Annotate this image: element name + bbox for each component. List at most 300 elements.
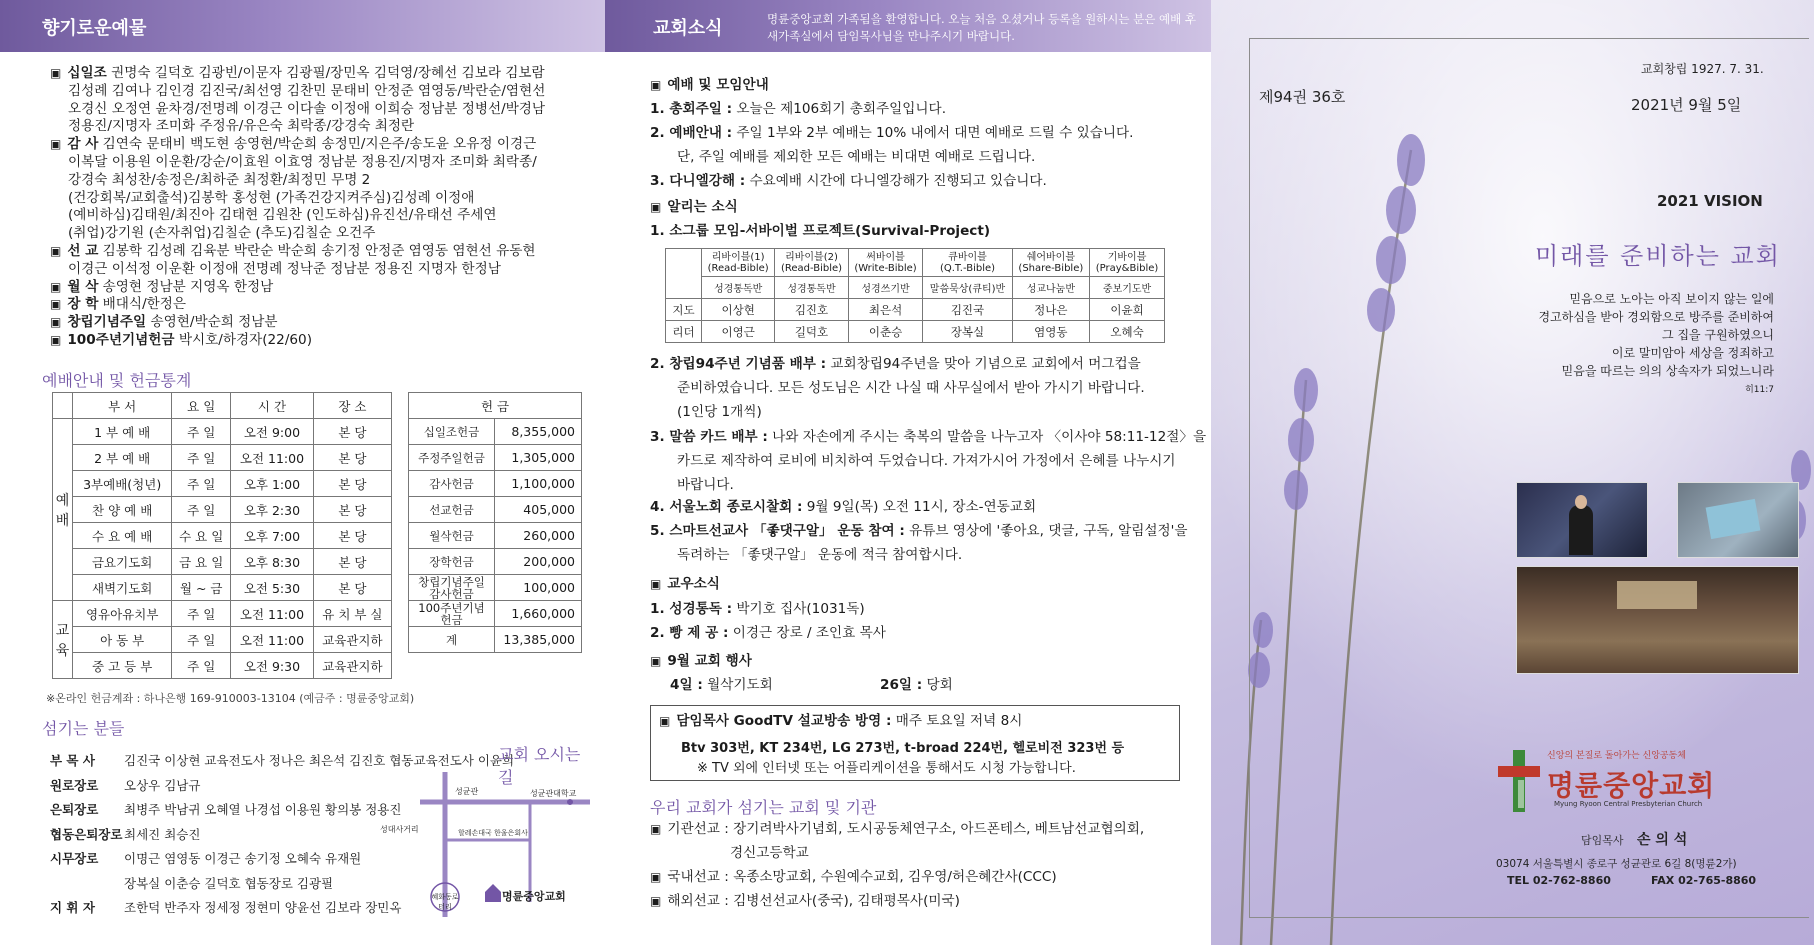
news-line bbox=[650, 575, 720, 593]
bible-cell: 김진호 bbox=[775, 299, 848, 321]
left-header-title: 향기로운예물 bbox=[42, 18, 147, 39]
square-bullet-icon: ▣ bbox=[50, 333, 62, 347]
news-item-text: 단, 주일 예배를 제외한 모든 예배는 비대면 예배로 드립니다. bbox=[677, 149, 1036, 165]
servant-names: 오상우 김남규 bbox=[124, 777, 201, 793]
worship-row bbox=[53, 601, 392, 627]
bible-row bbox=[666, 321, 1165, 343]
worship-cell: 주 일 bbox=[172, 445, 231, 471]
news-item-text: 수요예배 시간에 다니엘강해가 진행되고 있습니다. bbox=[749, 173, 1047, 189]
event-day: 4일 : bbox=[670, 677, 703, 693]
worship-cell: 본 당 bbox=[313, 471, 391, 497]
news-item-text: 주일 1부와 2부 예배는 10% 내에서 대면 예배로 드릴 수 있습니다. bbox=[736, 125, 1134, 141]
map-label-church: 명륜중앙교회 bbox=[502, 890, 566, 903]
bible-row bbox=[666, 299, 1165, 321]
map-label-university: 성균관대학교 bbox=[530, 789, 577, 798]
donation-names: 이경근 이석정 이운환 이정애 전명례 정낙준 정남분 정용진 지명자 한정남 bbox=[68, 260, 501, 277]
project-line: 1. 소그룹 모임-서바이벌 프로젝트(Survival-Project) bbox=[650, 223, 991, 239]
worship-header-cell: 시 간 bbox=[231, 393, 314, 419]
panel-middle bbox=[605, 0, 1211, 945]
news-item-text: 나와 자손에게 주시는 축복의 말씀을 나누고자 〈이사야 58:11-12절〉을 bbox=[772, 429, 1207, 445]
square-bullet-icon: ▣ bbox=[650, 577, 662, 591]
worship-cell: 오후 8:30 bbox=[231, 549, 314, 575]
donation-names: 정용진/지명자 조미화 주정유/유은숙 최락종/강경숙 최정란 bbox=[68, 118, 415, 135]
church-map bbox=[380, 745, 600, 922]
bible-row-label: 리더 bbox=[666, 321, 702, 343]
donation-line bbox=[68, 189, 474, 207]
donation-names: (취업)강기원 (손자취업)김칠순 (추도)김칠순 오건주 bbox=[68, 225, 376, 242]
servant-names: 김진국 이상현 교육전도사 정나은 최은석 김진호 협동교육전도사 이윤희 bbox=[124, 753, 515, 768]
servant-names: 이명근 염영동 이경근 송기정 오혜숙 유재원 bbox=[124, 851, 362, 866]
servant-role: 지 휘 자 bbox=[50, 900, 95, 915]
worship-cell: 주 일 bbox=[172, 653, 231, 679]
offering-amount: 8,355,000 bbox=[495, 419, 582, 445]
bible-program-name: 리바이블(2) (Read-Bible) bbox=[775, 249, 848, 277]
institution-names: 옥종소망교회, 수원예수교회, 김우영/허은혜간사(CCC) bbox=[733, 869, 1057, 885]
cover-background bbox=[1211, 0, 1814, 945]
donation-line bbox=[50, 313, 278, 331]
news-line bbox=[650, 355, 1141, 373]
broadcast-title: 담임목사 GoodTV 설교방송 방영 : bbox=[676, 713, 892, 729]
stats-title: 예배안내 및 헌금통계 bbox=[42, 371, 192, 390]
donation-names: 강경숙 최성찬/송정은/최하준 최정환/최정민 무명 2 bbox=[68, 171, 371, 188]
worship-row bbox=[53, 549, 392, 575]
panel-right-cover bbox=[1211, 0, 1814, 945]
news-line bbox=[650, 498, 1036, 516]
photo-sermon bbox=[1516, 482, 1648, 558]
worship-row bbox=[53, 523, 392, 549]
news-line bbox=[677, 403, 762, 421]
offering-row bbox=[409, 497, 582, 523]
news-line bbox=[677, 148, 1035, 166]
square-bullet-icon: ▣ bbox=[650, 78, 662, 92]
news-line bbox=[650, 198, 738, 216]
bulletin-date: 2021년 9월 5일 bbox=[1631, 96, 1742, 114]
institution-names: 장기려박사기념회, 도시공동체연구소, 아드폰테스, 베트남선교협의회, bbox=[733, 821, 1145, 837]
news-line bbox=[880, 676, 953, 694]
worship-cell: 오전 9:00 bbox=[231, 419, 314, 445]
worship-row bbox=[53, 445, 392, 471]
bible-program-name: 리바이블(1) (Read-Bible) bbox=[702, 249, 775, 277]
donation-category: 십일조 bbox=[67, 65, 107, 81]
worship-cell: 오후 1:00 bbox=[231, 471, 314, 497]
news-item-label: 4. 서울노회 종로시찰회 : bbox=[650, 499, 803, 515]
worship-cell: 오전 5:30 bbox=[231, 575, 314, 601]
worship-cell: 중 고 등 부 bbox=[73, 653, 172, 679]
donation-names: 이복달 이용원 이운환/강순/이효원 이효영 정남분 정용진/지명자 조미화 최락종/ bbox=[68, 154, 537, 170]
news-item-text: 카드로 제작하여 로비에 비치하여 두었습니다. 가져가시어 가정에서 은혜를 나누시기 bbox=[677, 453, 1176, 469]
news-item-text: 교회창립94주년을 맞아 기념으로 교회에서 머그컵을 bbox=[830, 356, 1141, 372]
event-name: 월삭기도회 bbox=[707, 677, 773, 693]
offering-category: 감사헌금 bbox=[409, 471, 495, 497]
servants-title: 섬기는 분들 bbox=[42, 719, 125, 738]
news-line bbox=[650, 428, 1206, 446]
institution-line bbox=[650, 820, 1144, 838]
worship-cell: 주 일 bbox=[172, 419, 231, 445]
bible-program-type: 말씀묵상(큐티)반 bbox=[923, 277, 1012, 299]
worship-cell: 2 부 예 배 bbox=[73, 445, 172, 471]
servant-line bbox=[50, 899, 401, 917]
worship-cell: 오전 11:00 bbox=[231, 601, 314, 627]
square-bullet-icon: ▣ bbox=[50, 137, 62, 152]
news-item-label: 3. 말씀 카드 배부 : bbox=[650, 429, 768, 445]
worship-header-row bbox=[53, 393, 392, 419]
verse-line: 이로 말미암아 세상을 정죄하고 bbox=[1611, 346, 1774, 360]
worship-cell: 월 ~ 금 bbox=[172, 575, 231, 601]
worship-row bbox=[53, 575, 392, 601]
offering-amount: 100,000 bbox=[495, 575, 582, 601]
bible-program-name: 쉐어바이블 (Share-Bible) bbox=[1012, 249, 1089, 277]
issue-number: 제94권 36호 bbox=[1259, 88, 1346, 106]
servant-line bbox=[50, 801, 401, 819]
church-fax: FAX 02-765-8860 bbox=[1651, 874, 1757, 887]
worship-cell: 본 당 bbox=[313, 419, 391, 445]
donation-line bbox=[68, 206, 496, 224]
news-item-text: 바랍니다. bbox=[677, 477, 734, 493]
worship-group: 교 육 bbox=[53, 601, 73, 679]
servant-role: 은퇴장로 bbox=[50, 802, 99, 817]
worship-cell: 수 요 일 bbox=[172, 523, 231, 549]
offering-category: 100주년기념 헌금 bbox=[409, 601, 495, 627]
news-line bbox=[677, 379, 1145, 397]
worship-cell: 새벽기도회 bbox=[73, 575, 172, 601]
news-item-label: 3. 다니엘강해 : bbox=[650, 173, 746, 189]
news-line bbox=[677, 546, 962, 564]
offering-row bbox=[409, 601, 582, 627]
bible-program-type: 성경통독반 bbox=[775, 277, 848, 299]
bible-cell: 정나은 bbox=[1012, 299, 1089, 321]
bible-cell: 염영동 bbox=[1012, 321, 1089, 343]
news-line bbox=[650, 124, 1133, 142]
servant-line bbox=[50, 777, 200, 795]
offering-table bbox=[408, 392, 582, 653]
news-item-label: 2. 빵 제 공 : bbox=[650, 625, 729, 641]
verse-line: 경고하심을 받아 경외함으로 방주를 준비하여 bbox=[1538, 310, 1774, 324]
worship-cell: 본 당 bbox=[313, 575, 391, 601]
institution-category: 국내선교 : bbox=[667, 869, 729, 885]
news-item-text: 오늘은 제106회기 총회주일입니다. bbox=[736, 101, 947, 117]
middle-header bbox=[605, 0, 1211, 52]
worship-header-cell: 요 일 bbox=[172, 393, 231, 419]
worship-cell: 오전 9:30 bbox=[231, 653, 314, 679]
bible-cell: 장복실 bbox=[923, 321, 1012, 343]
worship-cell: 영유아유치부 bbox=[73, 601, 172, 627]
bible-cell: 최은석 bbox=[848, 299, 923, 321]
worship-cell: 금요기도회 bbox=[73, 549, 172, 575]
square-bullet-icon: ▣ bbox=[659, 714, 671, 728]
offering-row bbox=[409, 575, 582, 601]
worship-cell: 1 부 예 배 bbox=[73, 419, 172, 445]
news-item-text: 독려하는 「좋댓구알」 운동에 적극 참여합시다. bbox=[677, 547, 963, 563]
offering-header-row bbox=[409, 393, 582, 419]
bible-row-label: 지도 bbox=[666, 299, 702, 321]
servant-line bbox=[50, 850, 361, 868]
donation-names: 김성례 김여나 김인경 김진국/최선영 김찬민 문태비 안정준 염영동/박란순/염현선 bbox=[68, 82, 546, 99]
map-label-intersection: 성대사거리 bbox=[380, 825, 419, 834]
donation-category: 창립기념주일 bbox=[67, 314, 147, 331]
news-item-label: 2. 예배안내 : bbox=[650, 125, 733, 141]
worship-cell: 오전 11:00 bbox=[231, 627, 314, 653]
offering-row bbox=[409, 471, 582, 497]
section-announcements: 알리는 소식 bbox=[667, 199, 738, 215]
verse-line: 믿음으로 노아는 아직 보이지 않는 일에 bbox=[1569, 292, 1774, 306]
worship-cell: 주 일 bbox=[172, 627, 231, 653]
church-address: 03074 서울특별시 종로구 성균관로 6길 8(명륜2가) bbox=[1496, 858, 1737, 870]
news-line bbox=[677, 476, 734, 494]
vision-label: 2021 VISION bbox=[1657, 192, 1763, 210]
servant-role: 부 목 사 bbox=[50, 753, 95, 768]
offering-category: 주정주일헌금 bbox=[409, 445, 495, 471]
bible-sub-row bbox=[666, 277, 1165, 299]
news-line bbox=[650, 652, 752, 670]
offering-amount: 200,000 bbox=[495, 549, 582, 575]
church-map-icon bbox=[485, 884, 501, 902]
offering-row bbox=[409, 419, 582, 445]
worship-header-cell: 장 소 bbox=[313, 393, 391, 419]
map-label-seonggyungwan: 성균관 bbox=[455, 787, 479, 796]
worship-cell: 주 일 bbox=[172, 601, 231, 627]
account-note: ※온라인 헌금계좌 : 하나은행 169-910003-13104 (예금주 : 명륜중앙교회) bbox=[46, 692, 415, 705]
news-line bbox=[650, 600, 865, 618]
worship-cell: 오후 2:30 bbox=[231, 497, 314, 523]
bible-cell: 이영근 bbox=[702, 321, 775, 343]
worship-cell: 주 일 bbox=[172, 497, 231, 523]
square-bullet-icon: ▣ bbox=[50, 315, 62, 330]
worship-cell: 오전 11:00 bbox=[231, 445, 314, 471]
offering-category: 월삭헌금 bbox=[409, 523, 495, 549]
square-bullet-icon: ▣ bbox=[50, 279, 62, 294]
institutions-title: 우리 교회가 섬기는 교회 및 기관 bbox=[650, 798, 877, 817]
worship-row bbox=[53, 627, 392, 653]
bible-header-blank bbox=[666, 249, 702, 299]
news-item-text: 이경근 장로 / 조인효 목사 bbox=[732, 625, 886, 641]
worship-cell: 3부예배(청년) bbox=[73, 471, 172, 497]
bible-program-type: 성교나눔반 bbox=[1012, 277, 1089, 299]
servant-line bbox=[50, 875, 333, 893]
section-worship-meeting: 예배 및 모임안내 bbox=[667, 77, 769, 93]
servant-names: 최병주 박남귀 오혜열 나경섭 이용원 황의봉 정용진 bbox=[124, 802, 402, 817]
offering-amount: 1,660,000 bbox=[495, 601, 582, 627]
news-line bbox=[650, 100, 946, 118]
offering-amount: 1,305,000 bbox=[495, 445, 582, 471]
church-name-en: Myung Ryoon Central Presbyterian Church bbox=[1554, 800, 1703, 808]
donation-category: 월 삭 bbox=[67, 278, 99, 295]
bible-program-table bbox=[665, 248, 1165, 343]
bible-cell: 이상현 bbox=[702, 299, 775, 321]
news-item-label: 2. 창립94주년 기념품 배부 : bbox=[650, 356, 827, 372]
news-item-text: 유튜브 영상에 '좋아요, 댓글, 구독, 알림설정'을 bbox=[909, 523, 1188, 539]
verse-line: 믿음을 따르는 의의 상속자가 되었느니라 bbox=[1561, 364, 1774, 378]
pastor-label: 담임목사 bbox=[1581, 834, 1624, 847]
bible-program-name: 큐바이블 (Q.T.-Bible) bbox=[923, 249, 1012, 277]
institution-names: 경신고등학교 bbox=[730, 845, 809, 861]
servant-role: 협동은퇴장로 bbox=[50, 826, 123, 842]
event-name: 당회 bbox=[926, 677, 953, 693]
worship-row bbox=[53, 497, 392, 523]
institution-line bbox=[730, 844, 809, 862]
offering-header: 헌 금 bbox=[409, 393, 582, 419]
news-line bbox=[650, 172, 1047, 190]
news-line bbox=[677, 452, 1176, 470]
news-line bbox=[650, 624, 886, 642]
news-line bbox=[650, 222, 990, 240]
bible-program-type: 성경통독반 bbox=[702, 277, 775, 299]
institution-names: 김병선선교사(중국), 김태평목사(미국) bbox=[733, 893, 960, 909]
bible-program-type: 성경쓰기반 bbox=[848, 277, 923, 299]
offering-amount: 13,385,000 bbox=[495, 627, 582, 653]
servant-names: 장복실 이춘승 길덕호 협동장로 김광필 bbox=[124, 875, 334, 891]
offering-category: 선교헌금 bbox=[409, 497, 495, 523]
worship-cell: 본 당 bbox=[313, 523, 391, 549]
bible-cell: 이윤희 bbox=[1090, 299, 1165, 321]
broadcast-channels: Btv 303번, KT 234번, LG 273번, t-broad 224번, 헬로비전 323번 등 bbox=[681, 741, 1125, 756]
worship-cell: 아 동 부 bbox=[73, 627, 172, 653]
donation-line bbox=[50, 242, 536, 260]
offering-category: 십일조헌금 bbox=[409, 419, 495, 445]
news-item-text: 준비하였습니다. 모든 성도님은 시간 나실 때 사무실에서 받아 가시기 바랍니다. bbox=[677, 380, 1145, 396]
square-bullet-icon: ▣ bbox=[50, 244, 62, 258]
worship-header-blank bbox=[53, 393, 73, 419]
donation-names: 권명숙 길덕호 김광빈/이문자 김광필/장민옥 김덕영/장혜선 김보라 김보람 bbox=[111, 65, 545, 81]
news-item-text: 박기호 집사(1031독) bbox=[736, 601, 865, 617]
donation-line bbox=[50, 64, 545, 82]
donation-category: 감 사 bbox=[67, 136, 99, 153]
news-item-label: 1. 성경통독 : bbox=[650, 601, 733, 617]
verse-line: 그 집을 구원하였으니 bbox=[1662, 328, 1774, 342]
square-bullet-icon: ▣ bbox=[650, 870, 662, 884]
news-line bbox=[670, 676, 773, 694]
servant-role: 원로장로 bbox=[50, 777, 99, 793]
news-line bbox=[650, 522, 1188, 540]
bible-header-row bbox=[666, 249, 1165, 277]
donation-names: (건강회복/교회출석)김봉학 홍성현 (가족건강지켜주심)김성례 이정애 bbox=[68, 189, 475, 206]
offering-category: 계 bbox=[409, 627, 495, 653]
donation-names: 김연숙 문태비 백도현 송영현/박순희 송정민/지은주/송도윤 오유정 이경근 bbox=[102, 136, 537, 153]
institution-line bbox=[650, 892, 960, 910]
news-item-label: 5. 스마트선교사 「좋댓구알」 운동 참여 : bbox=[650, 523, 905, 539]
worship-cell: 유 치 부 실 bbox=[313, 601, 391, 627]
bible-program-name: 기바이블 (Pray&Bible) bbox=[1090, 249, 1165, 277]
church-tel: TEL 02-762-8860 bbox=[1507, 874, 1611, 887]
donation-category: 100주년기념헌금 bbox=[67, 332, 175, 348]
offering-amount: 260,000 bbox=[495, 523, 582, 549]
news-item-text: (1인당 1개씩) bbox=[677, 404, 762, 420]
servant-line bbox=[50, 826, 200, 844]
middle-header-title: 교회소식 bbox=[653, 18, 723, 39]
servant-role: 시무장로 bbox=[50, 851, 99, 866]
square-bullet-icon: ▣ bbox=[650, 654, 662, 668]
verse-reference: 히11:7 bbox=[1745, 385, 1774, 395]
offering-row bbox=[409, 523, 582, 549]
donation-line bbox=[50, 135, 536, 153]
map-label-building: 할레손대국 한울은회사 bbox=[458, 829, 528, 837]
worship-cell: 주 일 bbox=[172, 471, 231, 497]
map-title: 교회 오시는 길 bbox=[498, 745, 581, 787]
map-label-rotary: 혜화동로터리 bbox=[431, 893, 459, 911]
bible-program-type: 중보기도반 bbox=[1090, 277, 1165, 299]
section-member-news: 교우소식 bbox=[667, 576, 720, 592]
worship-cell: 교육관지하 bbox=[313, 627, 391, 653]
worship-cell: 수 요 예 배 bbox=[73, 523, 172, 549]
photo-sanctuary bbox=[1516, 566, 1799, 674]
worship-row bbox=[53, 471, 392, 497]
event-day: 26일 : bbox=[880, 677, 923, 693]
donation-line bbox=[68, 153, 537, 171]
photo-congregation bbox=[1677, 482, 1799, 558]
square-bullet-icon: ▣ bbox=[650, 822, 662, 836]
square-bullet-icon: ▣ bbox=[650, 894, 662, 908]
donation-line bbox=[68, 117, 414, 135]
worship-cell: 본 당 bbox=[313, 549, 391, 575]
donation-names: 박시호/하경자(22/60) bbox=[178, 332, 312, 348]
servant-names: 최세진 최승진 bbox=[124, 826, 201, 842]
donation-line bbox=[68, 224, 375, 242]
donation-category: 선 교 bbox=[67, 243, 99, 259]
cross-logo-icon bbox=[1498, 750, 1540, 812]
donation-line bbox=[50, 278, 273, 296]
square-bullet-icon: ▣ bbox=[50, 66, 62, 80]
church-name: 명륜중앙교회 bbox=[1547, 769, 1716, 802]
donation-line bbox=[50, 331, 312, 349]
worship-row bbox=[53, 419, 392, 445]
news-item-text: 9월 9일(목) 오전 11시, 장소-연동교회 bbox=[806, 499, 1037, 515]
logo-slogan: 신앙의 본질로 돌아가는 신앙공동체 bbox=[1547, 751, 1686, 761]
donation-line bbox=[68, 171, 370, 189]
broadcast-time: 매주 토요일 저녁 8시 bbox=[895, 713, 1023, 729]
news-item-label: 1. 총회주일 : bbox=[650, 101, 733, 117]
institution-category: 해외선교 : bbox=[667, 893, 729, 909]
broadcast-note: ※ TV 외에 인터넷 또는 어플리케이션을 통해서도 시청 가능합니다. bbox=[697, 761, 1076, 776]
worship-cell: 찬 양 예 배 bbox=[73, 497, 172, 523]
donation-names: 배대식/한정은 bbox=[102, 296, 187, 313]
offering-category: 장학헌금 bbox=[409, 549, 495, 575]
worship-row bbox=[53, 653, 392, 679]
founded-date: 교회창립 1927. 7. 31. bbox=[1641, 62, 1764, 76]
offering-row bbox=[409, 445, 582, 471]
bible-cell: 이춘승 bbox=[848, 321, 923, 343]
worship-cell: 본 당 bbox=[313, 497, 391, 523]
donation-line bbox=[68, 260, 501, 278]
news-line bbox=[650, 76, 769, 94]
bible-cell: 김진국 bbox=[923, 299, 1012, 321]
worship-table bbox=[52, 392, 392, 679]
panel-left bbox=[0, 0, 605, 945]
donation-category: 장 학 bbox=[67, 296, 99, 313]
pastor-name: 손 의 석 bbox=[1637, 832, 1688, 848]
square-bullet-icon: ▣ bbox=[650, 200, 662, 214]
verse-block bbox=[1538, 290, 1774, 395]
donation-names: 송영현 정남분 지영옥 한정남 bbox=[102, 278, 274, 295]
left-header bbox=[0, 0, 605, 52]
donation-names: 김봉학 김성례 김육분 박란순 박순희 송기정 안정준 염영동 염현선 유동현 bbox=[102, 243, 536, 259]
offering-amount: 405,000 bbox=[495, 497, 582, 523]
donation-line bbox=[68, 82, 545, 100]
bible-cell: 오혜숙 bbox=[1090, 321, 1165, 343]
worship-group: 예 배 bbox=[53, 419, 73, 601]
donation-names: 오경신 오정연 윤차경/전명례 이경근 이다솔 이정애 이희승 정남분 정병선/박경남 bbox=[68, 100, 546, 117]
donation-names: (예비하심)김태원/최진아 김태현 김원찬 (인도하심)유진선/유태선 주세연 bbox=[68, 207, 497, 224]
worship-header-cell: 부 서 bbox=[73, 393, 172, 419]
worship-cell: 오후 7:00 bbox=[231, 523, 314, 549]
welcome-note: 명륜중앙교회 가족됨을 환영합니다. 오늘 처음 오셨거나 등록을 원하시는 분은 예배 후 새가족실에서 담임목사님을 만나주시기 바랍니다. bbox=[767, 12, 1197, 43]
worship-cell: 교육관지하 bbox=[313, 653, 391, 679]
worship-cell: 금 요 일 bbox=[172, 549, 231, 575]
vision-title: 미래를 준비하는 교회 bbox=[1535, 242, 1781, 270]
offering-row bbox=[409, 549, 582, 575]
square-bullet-icon: ▣ bbox=[50, 297, 62, 312]
bible-cell: 길덕호 bbox=[775, 321, 848, 343]
bible-program-name: 써바이블 (Write-Bible) bbox=[848, 249, 923, 277]
donation-line bbox=[50, 295, 186, 313]
